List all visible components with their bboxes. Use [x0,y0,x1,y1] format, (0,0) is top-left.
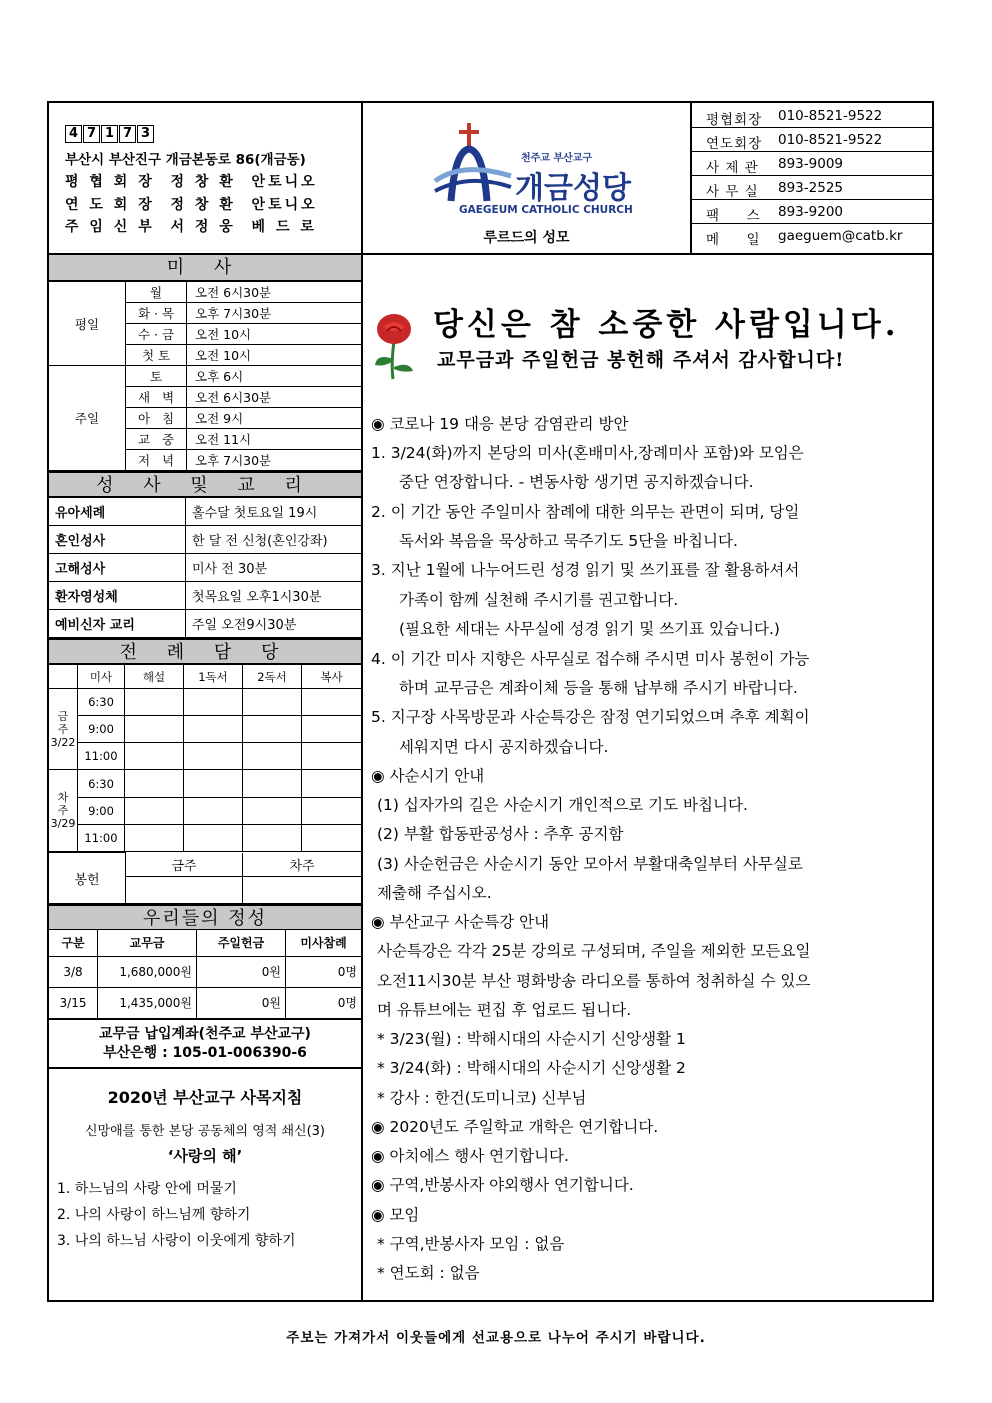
officer-row: 연 도 회 장 정 창 환 안토니오 [65,197,318,213]
account-number: 부산은행 : 105-01-006390-6 [103,1044,307,1061]
notice-line: (2) 부활 합동판공성사 : 추후 공지함 [377,825,624,843]
pastoral-title: 2020년 부산교구 사목지침 [107,1087,303,1107]
table-row: 아 침 오전 9시 [49,408,361,429]
table-row: 첫 토 오전 10시 [49,345,361,366]
contact-row: 메 일 gaeguem@catb.kr [706,228,903,248]
notice-line: * 강사 : 한건(도미니코) 신부님 [377,1089,587,1107]
table-row: 구분 교무금 주일헌금 미사참례 [49,930,361,956]
notice-line: ◉ 2020년도 주일학교 개학은 연기합니다. [371,1118,659,1136]
pastoral-subtitle: 신망애를 통한 본당 공동체의 영적 쇄신(3) [84,1123,325,1139]
diocese-label: 천주교 부산교구 [521,153,593,164]
pastoral-list [49,1176,361,1254]
table-row: 평일 월 오전 6시30분 [49,282,361,303]
notice-line: ◉ 코로나 19 대응 본당 감염관리 방안 [371,415,629,433]
notice-line: 가족이 함께 실천해 주시기를 권고합니다. [399,591,679,609]
table-row: 예비신자 교리 주일 오전9시30분 [49,610,361,638]
table-row: 저 녁 오후 7시30분 [49,450,361,471]
contacts-block [692,103,932,253]
contact-row: 팩 스 893-9200 [706,204,843,224]
mass-title: 미 사 [49,255,361,281]
header-address-block [49,103,363,253]
table-row: 유아세례 홀수달 첫토요일 19시 [49,498,361,526]
notice-line: * 구역,반봉사자 모임 : 없음 [377,1235,565,1253]
notice-line: * 3/23(월) : 박해시대의 사순시기 신앙생활 1 [377,1030,686,1048]
account-title: 교무금 납입계좌(천주교 부산교구) [99,1025,311,1042]
notice-line: 독서와 복음을 묵상하고 묵주기도 5단을 바칩니다. [399,532,738,550]
table-row: 금 주 3/22 6:30 [49,689,361,716]
contact-row: 사 제 관 893-9009 [706,156,843,176]
table-row: 수 · 금 오전 10시 [49,324,361,345]
notice-line: (1) 십자가의 길은 사순시기 개인적으로 기도 바칩니다. [377,796,748,814]
notice-line: 제출해 주십시오. [377,884,492,902]
contact-row: 평협회장 010-8521-9522 [706,108,883,128]
contact-row: 사 무 실 893-2525 [706,180,843,200]
table-row: 3/15 1,435,000원 0원 0명 [49,987,361,1018]
table-row: 환자영성체 첫목요일 오후1시30분 [49,582,361,610]
notice-line: 세워지면 다시 공지하겠습니다. [399,738,609,756]
notice-line: 오전11시30분 부산 평화방송 라디오를 통하여 청취하실 수 있으 [377,972,811,990]
notice-line: ◉ 사순시기 안내 [371,767,485,785]
church-name: 개금성당 [515,171,631,206]
list-item: 2. 나의 사랑이 하느님께 향하기 [57,1206,251,1223]
table-row: 11:00 [49,825,361,852]
notice-line: 2. 이 기간 동안 주일미사 참례에 대한 의무는 관면이 되며, 당일 [371,503,800,521]
notice-line: 사순특강은 각각 25분 강의로 구성되며, 주일을 제외한 모든요일 [377,942,811,960]
notice-line: ◉ 아치에스 행사 연기합니다. [371,1147,569,1165]
officer-row: 주 임 신 부 서 정 웅 베 드 로 [65,219,317,235]
church-logo-block [363,103,692,253]
subheadline: 교무금과 주일헌금 봉헌해 주셔서 감사합니다! [437,349,845,371]
table-row: 3/8 1,680,000원 0원 0명 [49,956,361,987]
table-row: 혼인성사 한 달 전 신청(혼인강좌) [49,526,361,554]
notice-line: 3. 지난 1월에 나누어드린 성경 읽기 및 쓰기표를 잘 활용하셔서 [371,561,800,579]
table-row: 9:00 [49,716,361,743]
notice-line: (필요한 세대는 사무실에 성경 읽기 및 쓰기표 있습니다.) [399,620,780,638]
mass-schedule-table [49,281,361,471]
liturgy-table [49,664,361,852]
church-name-en: GAEGEUM CATHOLIC CHURCH [459,204,633,216]
notice-line: (3) 사순헌금은 사순시기 동안 모아서 부활대축일부터 사무실로 [377,855,803,873]
footer-note: 주보는 가져가서 이웃들에게 선교용으로 나누어 주시기 바랍니다. [286,1330,706,1346]
notice-line: 5. 지구장 사목방문과 사순특강은 잠정 연기되었으며 추후 계획이 [371,708,810,726]
notice-line: ◉ 구역,반봉사자 야외행사 연기합니다. [371,1176,634,1194]
header [49,103,932,255]
table-row: 교 중 오전 11시 [49,429,361,450]
sacraments-table [49,497,361,638]
table-row: 차 주 3/29 6:30 [49,770,361,798]
table-row: 주일 토 오후 6시 [49,366,361,387]
headline: 당신은 참 소중한 사람입니다. [433,307,900,343]
notice-line: * 연도회 : 없음 [377,1264,480,1282]
zip-code: 4 7 1 7 3 [65,125,155,143]
table-row: 11:00 [49,743,361,770]
table-row: 미사 해설 1독서 2독서 복사 [49,665,361,689]
notice-line: ◉ 모임 [371,1206,420,1224]
notice-line: 4. 이 기간 미사 지향은 사무실로 접수해 주시면 미사 봉헌이 가능 [371,650,810,668]
email-link[interactable]: gaeguem@catb.kr [778,228,903,244]
table-row: 새 벽 오전 6시30분 [49,387,361,408]
our-devotion-title: 우리들의 정성 [49,904,361,930]
officer-row: 평 협 회 장 정 창 환 안토니오 [65,174,318,190]
table-row: 고해성사 미사 전 30분 [49,554,361,582]
notice-line: 중단 연장합니다. - 변동사항 생기면 공지하겠습니다. [399,473,754,491]
pastoral-block [49,1069,361,1254]
devotion-table [49,930,361,1019]
address: 부산시 부산진구 개금본동로 86(개금동) [65,152,306,168]
account-block [49,1019,361,1069]
pastoral-theme: ‘사랑의 해’ [167,1146,243,1165]
sidebar [49,255,363,1300]
patron: 루르드의 성모 [483,230,570,246]
table-row: 9:00 [49,798,361,825]
contact-row: 연도회장 010-8521-9522 [706,132,883,152]
bulletin-frame [47,101,934,1302]
church-logo-icon [433,121,513,211]
liturgy-title: 전 례 담 당 [49,638,361,664]
list-item: 3. 나의 하느님 사랑이 이웃에게 향하기 [57,1232,296,1249]
notice-line: ◉ 부산교구 사순특강 안내 [371,913,550,931]
sacraments-title: 성 사 및 교 리 [49,471,361,497]
main-content [363,255,932,1300]
table-row: 봉헌 금주 차주 [49,853,361,877]
notice-line: * 3/24(화) : 박해시대의 사순시기 신앙생활 2 [377,1059,686,1077]
table-row: 화 · 목 오후 7시30분 [49,303,361,324]
offering-table [49,852,361,904]
list-item: 1. 하느님의 사랑 안에 머물기 [57,1180,237,1197]
notice-line: 하며 교무금은 계좌이체 등을 통해 납부해 주시기 바랍니다. [399,679,798,697]
notice-line: 1. 3/24(화)까지 본당의 미사(혼배미사,장례미사 포함)와 모임은 [371,444,804,462]
rose-icon [369,309,419,381]
notice-line: 며 유튜브에는 편집 후 업로드 됩니다. [377,1001,632,1019]
